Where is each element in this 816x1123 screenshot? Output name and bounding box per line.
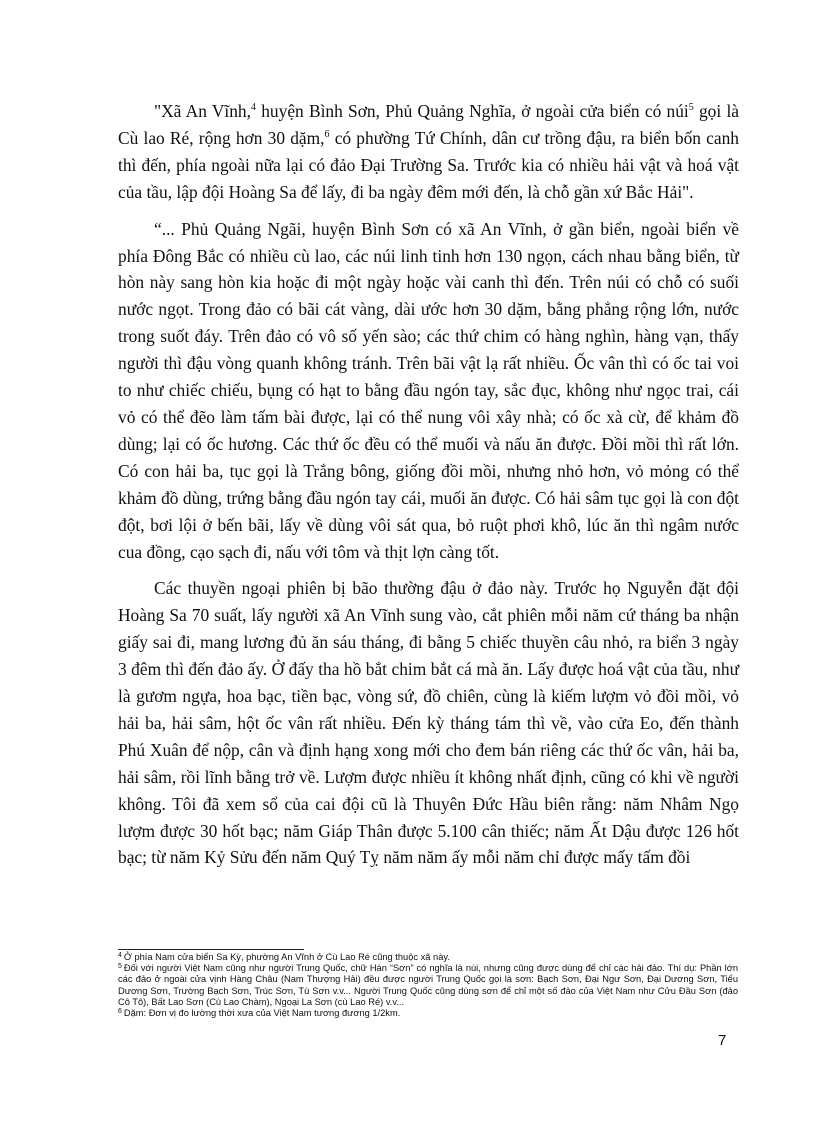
- footnote-text: Dặm: Đơn vị đo lường thời xưa của Việt Nam tương đương 1/2km.: [123, 1008, 401, 1019]
- footnote-6: [118, 1008, 738, 1019]
- paragraph-text: "Xã An Vĩnh,: [154, 101, 251, 121]
- footnote-separator: [118, 949, 304, 950]
- page-number: 7: [718, 1032, 727, 1049]
- paragraph-text: Các thuyền ngoại phiên bị bão thường đậu ở đảo này. Trước họ Nguyễn đặt đội Hoàng Sa 70 suất, lấy người xã An Vĩnh sung vào, cắt phiên mỗi năm cứ tháng ba nhận giấy sai đi, mang lương đủ ăn sáu tháng, đi bằng 5 chiếc thuyền câu nhỏ, ra biển 3 ngày 3 đêm thì đến đảo ấy. Ở đấy tha hồ bắt chim bắt cá mà ăn. Lấy được hoá vật của tầu, như là gươm ngựa, hoa bạc, tiền bạc, vòng sứ, đồ chiên, cùng là kiếm lượm vỏ đồi mồi, vỏ hải ba, hải sâm, hột ốc vân rất nhiều. Đến kỳ tháng tám thì về, vào cửa Eo, đến thành Phú Xuân để nộp, cân và định hạng xong mới cho đem bán riêng các thứ ốc vân, hải ba, hải sâm, rồi lĩnh bằng trở về. Lượm được nhiều ít không nhất định, cũng có khi về người không. Tôi đã xem sổ của cai đội cũ là Thuyên Đức Hầu biên rằng: năm Nhâm Ngọ lượm được 30 hốt bạc; năm Giáp Thân được 5.100 cân thiếc; năm Ất Dậu được 126 hốt bạc; từ năm Kỷ Sửu đến năm Quý Tỵ năm năm ấy mỗi năm chỉ được mấy tấm đồi: [118, 578, 739, 868]
- footnote-4: [118, 952, 738, 963]
- paragraph-text: huyện Bình Sơn, Phủ Quảng Nghĩa, ở ngoài cửa biển có núi: [255, 101, 689, 121]
- footnote-ref-6: 6: [324, 128, 330, 140]
- footnote-5: [118, 963, 738, 1008]
- paragraph-1: [118, 98, 739, 206]
- footnote-ref-5: 5: [688, 102, 694, 113]
- paragraph-2: [118, 216, 739, 566]
- footnotes: [118, 952, 738, 1019]
- footnote-number: 4: [118, 952, 122, 959]
- footnote-ref-4: 4: [250, 102, 256, 113]
- footnote-number: 6: [118, 1008, 122, 1016]
- paragraph-text: gọi là Cù lao Ré, rộng hơn 30 dặm,: [118, 101, 740, 148]
- paragraph-3: [118, 575, 739, 871]
- footnote-text: Đối với người Việt Nam cũng như người Trung Quốc, chữ Hán “Sơn” có nghĩa là núi, nhưng cũng được dùng để chỉ các hải đảo. Thí dụ: Phần lớn các đảo ở ngoài cửa vịnh Hàng Châu (Nam Thượng Hải) đều được người Trung Quốc gọi là sơn: Bạch Sơn, Đại Ngư Sơn, Đại Dương Sơn, Tiểu Dương Sơn, Trường Bạch Sơn, Trúc Sơn, Tù Sơn v.v... Người Trung Quốc cũng dùng sơn để chỉ một số đảo của Việt Nam như Cửu Đầu Sơn (đảo Cô Tô), Bất Lao Sơn (Cù Lao Chàm), Ngoại La Sơn (cù Lao Ré) v.v...: [118, 963, 738, 1007]
- paragraph-text: có phường Tứ Chính, dân cư trồng đậu, ra biển bốn canh thì đến, phía ngoài nữa lại có đảo Đại Trường Sa. Trước kia có nhiều hải vật và hoá vật của tầu, lập đội Hoàng Sa để lấy, đi ba ngày đêm mới đến, là chỗ gần xứ Bắc Hải".: [118, 127, 739, 202]
- footnote-text: Ở phía Nam cửa biển Sa Kỳ, phường An Vĩnh ở Cù Lao Ré cũng thuộc xã này.: [123, 952, 450, 962]
- body-text: [118, 98, 739, 871]
- paragraph-text: “... Phủ Quảng Ngãi, huyện Bình Sơn có xã An Vĩnh, ở gần biển, ngoài biển về phía Đông Bắc có nhiều cù lao, các núi linh tinh hơn 130 ngọn, cách nhau bằng biển, từ hòn này sang hòn kia hoặc đi một ngày hoặc vài canh thì đến. Trên núi có chỗ có suối nước ngọt. Trong đảo có bãi cát vàng, dài ước hơn 30 dặm, bằng phẳng rộng lớn, nước trong suốt đáy. Trên đảo có vô số yến sào; các thứ chim có hàng nghìn, hàng vạn, thấy người thì đậu vòng quanh không tránh. Trên bãi vật lạ rất nhiều. Ốc vân thì có ốc tai voi to như chiếc chiếu, bụng có hạt to bằng đầu ngón tay, sắc đục, không như ngọc trai, cái vỏ có thể đẽo làm tấm bài được, lại có thể nung vôi xây nhà; có ốc xà cừ, để khảm đồ dùng; lại có ốc hương. Các thứ ốc đều có thể muối và nấu ăn được. Đồi mồi thì rất lớn. Có con hải ba, tục gọi là Trắng bông, giống đồi mồi, nhưng nhỏ hơn, vỏ mỏng có thể khảm đồ dùng, trứng bằng đầu ngón tay cái, muối ăn được. Có hải sâm tục gọi là con đột đột, bơi lội ở bến bãi, lấy về dùng vôi sát qua, bỏ ruột phơi khô, lúc ăn thì ngâm nước cua đồng, cạo sạch đi, nấu với tôm và thịt lợn càng tốt.: [118, 218, 739, 562]
- footnote-number: 5: [118, 963, 122, 971]
